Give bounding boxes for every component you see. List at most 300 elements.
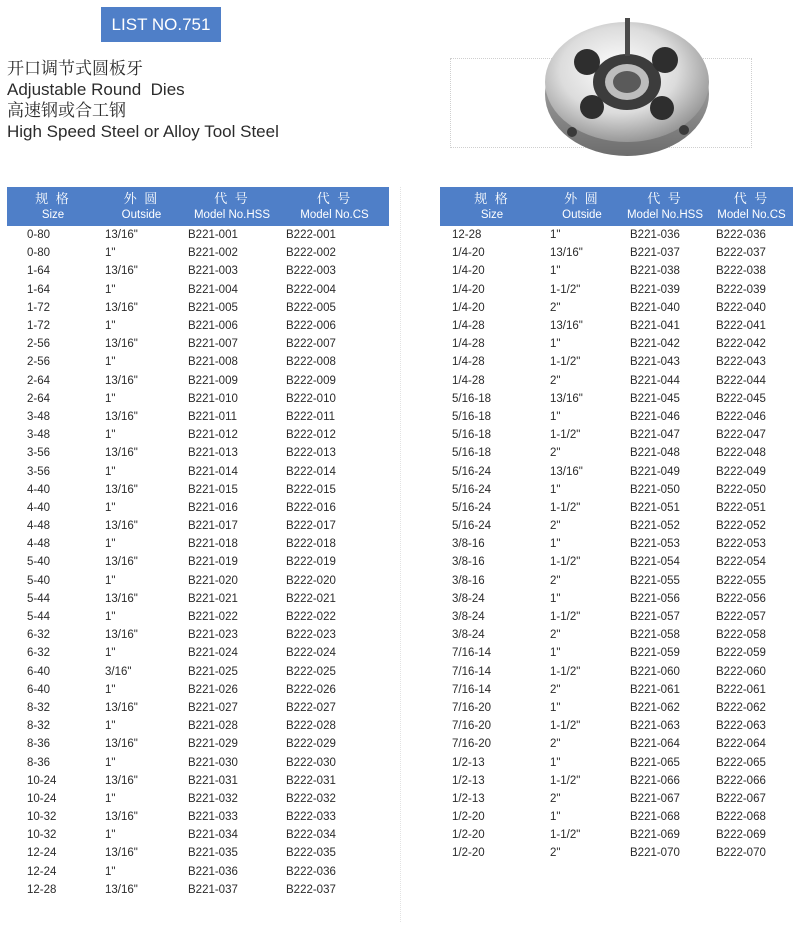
cell-model-cs: B222-060	[716, 665, 766, 678]
cell-model-hss: B221-031	[188, 774, 238, 787]
cell-model-hss: B221-061	[630, 683, 680, 696]
cell-model-hss: B221-033	[188, 811, 238, 824]
table-row	[440, 844, 793, 862]
cell-size: 1/2-20	[452, 811, 485, 824]
dies-table-right	[440, 187, 793, 863]
cell-outside: 1"	[105, 356, 116, 369]
cell-outside: 13/16"	[105, 847, 138, 860]
cell-size: 5-44	[27, 592, 51, 605]
cell-model-hss: B221-026	[188, 683, 238, 696]
table-row	[440, 408, 793, 426]
cell-model-cs: B222-035	[286, 847, 336, 860]
cell-model-cs: B222-069	[716, 829, 766, 842]
header-outside: 外 圆 Outside	[99, 187, 184, 226]
dies-table-left	[7, 187, 389, 899]
table-row	[7, 444, 389, 462]
table-row	[7, 390, 389, 408]
cell-model-cs: B222-067	[716, 792, 766, 805]
cell-outside: 2"	[550, 447, 561, 460]
cell-size: 6-32	[27, 647, 51, 660]
table-row	[440, 299, 793, 317]
cell-model-cs: B222-057	[716, 611, 766, 624]
cell-model-hss: B221-009	[188, 374, 238, 387]
cell-model-hss: B221-067	[630, 792, 680, 805]
cell-model-cs: B222-020	[286, 574, 336, 587]
cell-model-cs: B222-031	[286, 774, 336, 787]
cell-model-hss: B221-021	[188, 592, 238, 605]
cell-model-cs: B222-056	[716, 592, 766, 605]
cell-size: 3/8-16	[452, 556, 485, 569]
cell-model-cs: B222-012	[286, 429, 336, 442]
cell-outside: 13/16"	[105, 701, 138, 714]
cell-model-cs: B222-053	[716, 538, 766, 551]
cell-outside: 1-1/2"	[550, 665, 581, 678]
cell-outside: 1"	[105, 465, 116, 478]
material-english: High Speed Steel or Alloy Tool Steel	[7, 122, 279, 141]
cell-outside: 2"	[550, 792, 561, 805]
cell-model-hss: B221-035	[188, 847, 238, 860]
cell-outside: 13/16"	[105, 556, 138, 569]
cell-outside: 13/16"	[550, 392, 583, 405]
cell-size: 0-80	[27, 229, 51, 242]
cell-outside: 1"	[105, 865, 116, 878]
cell-outside: 1-1/2"	[550, 501, 581, 514]
cell-size: 10-24	[27, 792, 57, 805]
cell-size: 5/16-18	[452, 429, 492, 442]
cell-model-cs: B222-022	[286, 611, 336, 624]
cell-model-hss: B221-038	[630, 265, 680, 278]
cell-model-cs: B222-036	[716, 229, 766, 242]
cell-size: 1-72	[27, 301, 51, 314]
table-row	[440, 699, 793, 717]
cell-size: 6-40	[27, 665, 51, 678]
cell-outside: 1"	[105, 647, 116, 660]
cell-size: 12-28	[27, 883, 57, 896]
cell-model-cs: B222-062	[716, 701, 766, 714]
cell-model-hss: B221-018	[188, 538, 238, 551]
cell-size: 5/16-24	[452, 483, 492, 496]
cell-model-hss: B221-040	[630, 301, 680, 314]
cell-size: 8-32	[27, 720, 51, 733]
table-row	[7, 844, 389, 862]
cell-outside: 1-1/2"	[550, 720, 581, 733]
cell-model-hss: B221-025	[188, 665, 238, 678]
cell-model-cs: B222-041	[716, 320, 766, 333]
cell-size: 8-32	[27, 701, 51, 714]
cell-outside: 1-1/2"	[550, 283, 581, 296]
table-header-row	[7, 187, 389, 226]
cell-size: 3/8-24	[452, 629, 485, 642]
table-row	[7, 226, 389, 244]
cell-model-cs: B222-042	[716, 338, 766, 351]
cell-outside: 1"	[105, 247, 116, 260]
table-row	[7, 262, 389, 280]
cell-model-hss: B221-056	[630, 592, 680, 605]
header-model-cs: 代 号 Model No.CS	[280, 187, 389, 226]
cell-outside: 13/16"	[550, 247, 583, 260]
table-row	[440, 262, 793, 280]
cell-model-cs: B222-021	[286, 592, 336, 605]
cell-model-hss: B221-043	[630, 356, 680, 369]
cell-outside: 1"	[550, 483, 561, 496]
cell-size: 1/2-20	[452, 847, 485, 860]
cell-model-cs: B222-047	[716, 429, 766, 442]
table-row	[7, 681, 389, 699]
table-row	[7, 699, 389, 717]
table-row	[7, 299, 389, 317]
cell-outside: 1"	[550, 229, 561, 242]
cell-model-cs: B222-005	[286, 301, 336, 314]
cell-size: 1/2-20	[452, 829, 485, 842]
table-header-row	[440, 187, 793, 226]
cell-size: 7/16-14	[452, 647, 492, 660]
table-row	[7, 590, 389, 608]
cell-model-hss: B221-029	[188, 738, 238, 751]
cell-model-hss: B221-060	[630, 665, 680, 678]
cell-size: 3-48	[27, 429, 51, 442]
cell-model-cs: B222-030	[286, 756, 336, 769]
cell-outside: 2"	[550, 683, 561, 696]
cell-model-hss: B221-022	[188, 611, 238, 624]
table-row	[7, 317, 389, 335]
product-titles	[7, 58, 279, 142]
cell-outside: 2"	[550, 374, 561, 387]
cell-size: 1-64	[27, 283, 51, 296]
cell-model-hss: B221-047	[630, 429, 680, 442]
table-row	[440, 608, 793, 626]
cell-size: 1/4-28	[452, 374, 485, 387]
table-row	[440, 626, 793, 644]
cell-model-cs: B222-037	[286, 883, 336, 896]
header-size: 规 格 Size	[7, 187, 99, 226]
cell-outside: 1"	[550, 592, 561, 605]
cell-model-cs: B222-023	[286, 629, 336, 642]
table-row	[440, 481, 793, 499]
cell-model-hss: B221-064	[630, 738, 680, 751]
cell-outside: 1"	[550, 338, 561, 351]
cell-model-cs: B222-010	[286, 392, 336, 405]
cell-size: 12-28	[452, 229, 482, 242]
title-chinese: 开口调节式圆板牙	[7, 59, 143, 78]
table-row	[7, 553, 389, 571]
material-chinese: 高速钢或合工钢	[7, 101, 126, 120]
cell-model-cs: B222-064	[716, 738, 766, 751]
cell-model-hss: B221-001	[188, 229, 238, 242]
cell-model-hss: B221-037	[188, 883, 238, 896]
cell-size: 5/16-24	[452, 465, 492, 478]
cell-outside: 2"	[550, 520, 561, 533]
cell-outside: 1"	[105, 829, 116, 842]
cell-size: 1-72	[27, 320, 51, 333]
cell-model-cs: B222-052	[716, 520, 766, 533]
cell-model-hss: B221-055	[630, 574, 680, 587]
cell-size: 4-48	[27, 538, 51, 551]
table-row	[7, 644, 389, 662]
cell-outside: 1-1/2"	[550, 429, 581, 442]
cell-model-hss: B221-016	[188, 501, 238, 514]
cell-size: 3/8-24	[452, 592, 485, 605]
table-row	[440, 499, 793, 517]
table-row	[7, 626, 389, 644]
cell-model-cs: B222-007	[286, 338, 336, 351]
cell-size: 3-56	[27, 447, 51, 460]
table-row	[440, 335, 793, 353]
cell-size: 5/16-18	[452, 447, 492, 460]
table-row	[7, 572, 389, 590]
cell-model-cs: B222-032	[286, 792, 336, 805]
cell-model-cs: B222-043	[716, 356, 766, 369]
cell-model-hss: B221-063	[630, 720, 680, 733]
cell-size: 2-56	[27, 356, 51, 369]
cell-size: 1/2-13	[452, 774, 485, 787]
cell-size: 2-56	[27, 338, 51, 351]
cell-model-cs: B222-029	[286, 738, 336, 751]
table-row	[7, 608, 389, 626]
cell-model-cs: B222-059	[716, 647, 766, 660]
cell-model-cs: B222-040	[716, 301, 766, 314]
table-row	[7, 462, 389, 480]
cell-outside: 1"	[105, 756, 116, 769]
cell-size: 1/4-28	[452, 338, 485, 351]
cell-outside: 13/16"	[105, 738, 138, 751]
cell-model-cs: B222-039	[716, 283, 766, 296]
title-english: Adjustable Round Dies	[7, 80, 185, 99]
table-row	[440, 317, 793, 335]
cell-size: 2-64	[27, 374, 51, 387]
cell-outside: 1"	[550, 265, 561, 278]
table-row	[7, 517, 389, 535]
cell-model-cs: B222-013	[286, 447, 336, 460]
cell-model-hss: B221-014	[188, 465, 238, 478]
header-model-hss: 代 号 Model No.HSS	[620, 187, 710, 226]
cell-size: 1/4-20	[452, 301, 485, 314]
cell-size: 8-36	[27, 756, 51, 769]
cell-model-hss: B221-049	[630, 465, 680, 478]
table-row	[440, 553, 793, 571]
cell-size: 7/16-20	[452, 738, 492, 751]
cell-model-cs: B222-027	[286, 701, 336, 714]
cell-outside: 1"	[105, 320, 116, 333]
cell-size: 8-36	[27, 738, 51, 751]
cell-model-hss: B221-048	[630, 447, 680, 460]
table-row	[440, 462, 793, 480]
cell-model-hss: B221-002	[188, 247, 238, 260]
cell-model-hss: B221-024	[188, 647, 238, 660]
cell-outside: 13/16"	[105, 811, 138, 824]
cell-size: 10-24	[27, 774, 57, 787]
cell-model-cs: B222-058	[716, 629, 766, 642]
cell-model-cs: B222-038	[716, 265, 766, 278]
cell-outside: 1"	[105, 429, 116, 442]
table-row	[7, 863, 389, 881]
cell-outside: 1"	[550, 410, 561, 423]
cell-size: 4-40	[27, 483, 51, 496]
table-row	[7, 372, 389, 390]
cell-outside: 1"	[105, 574, 116, 587]
cell-model-hss: B221-032	[188, 792, 238, 805]
list-number-badge: LIST NO.751	[101, 7, 221, 42]
cell-model-cs: B222-061	[716, 683, 766, 696]
table-row	[7, 335, 389, 353]
cell-size: 5-40	[27, 574, 51, 587]
table-row	[440, 717, 793, 735]
cell-model-hss: B221-045	[630, 392, 680, 405]
table-row	[440, 790, 793, 808]
cell-model-hss: B221-046	[630, 410, 680, 423]
table-row	[440, 281, 793, 299]
cell-size: 5/16-24	[452, 520, 492, 533]
cell-model-cs: B222-018	[286, 538, 336, 551]
cell-model-cs: B222-045	[716, 392, 766, 405]
cell-model-cs: B222-015	[286, 483, 336, 496]
cell-size: 3-48	[27, 410, 51, 423]
cell-model-cs: B222-024	[286, 647, 336, 660]
cell-model-hss: B221-020	[188, 574, 238, 587]
cell-size: 3-56	[27, 465, 51, 478]
table-row	[440, 772, 793, 790]
cell-model-cs: B222-070	[716, 847, 766, 860]
cell-outside: 1-1/2"	[550, 774, 581, 787]
cell-model-hss: B221-017	[188, 520, 238, 533]
table-row	[7, 499, 389, 517]
cell-model-cs: B222-004	[286, 283, 336, 296]
cell-model-cs: B222-028	[286, 720, 336, 733]
column-divider	[400, 187, 401, 922]
header-outside: 外 圆 Outside	[544, 187, 620, 226]
cell-model-cs: B222-068	[716, 811, 766, 824]
table-row	[440, 444, 793, 462]
table-row	[7, 772, 389, 790]
table-row	[7, 281, 389, 299]
cell-model-hss: B221-028	[188, 720, 238, 733]
table-row	[440, 735, 793, 753]
cell-outside: 13/16"	[105, 774, 138, 787]
cell-model-hss: B221-042	[630, 338, 680, 351]
cell-model-hss: B221-005	[188, 301, 238, 314]
cell-model-cs: B222-016	[286, 501, 336, 514]
cell-outside: 1"	[105, 683, 116, 696]
cell-size: 1-64	[27, 265, 51, 278]
cell-size: 4-40	[27, 501, 51, 514]
cell-size: 12-24	[27, 865, 57, 878]
cell-model-cs: B222-026	[286, 683, 336, 696]
cell-size: 2-64	[27, 392, 51, 405]
cell-model-hss: B221-004	[188, 283, 238, 296]
table-row	[7, 353, 389, 371]
cell-model-hss: B221-030	[188, 756, 238, 769]
cell-model-hss: B221-006	[188, 320, 238, 333]
cell-model-hss: B221-051	[630, 501, 680, 514]
table-row	[440, 590, 793, 608]
cell-model-hss: B221-054	[630, 556, 680, 569]
cell-outside: 1"	[550, 701, 561, 714]
cell-outside: 13/16"	[105, 483, 138, 496]
cell-model-hss: B221-023	[188, 629, 238, 642]
cell-model-hss: B221-070	[630, 847, 680, 860]
table-row	[7, 808, 389, 826]
cell-model-hss: B221-034	[188, 829, 238, 842]
cell-size: 3/8-16	[452, 538, 485, 551]
cell-outside: 13/16"	[105, 447, 138, 460]
table-row	[7, 717, 389, 735]
cell-size: 7/16-14	[452, 665, 492, 678]
cell-outside: 13/16"	[105, 229, 138, 242]
cell-model-hss: B221-037	[630, 247, 680, 260]
cell-model-cs: B222-001	[286, 229, 336, 242]
cell-outside: 1"	[105, 283, 116, 296]
table-row	[440, 535, 793, 553]
cell-model-hss: B221-069	[630, 829, 680, 842]
table-row	[7, 535, 389, 553]
cell-outside: 1-1/2"	[550, 611, 581, 624]
cell-model-cs: B222-017	[286, 520, 336, 533]
cell-outside: 2"	[550, 738, 561, 751]
cell-model-cs: B222-009	[286, 374, 336, 387]
cell-model-hss: B221-057	[630, 611, 680, 624]
table-row	[440, 681, 793, 699]
cell-model-hss: B221-003	[188, 265, 238, 278]
header-size: 规 格 Size	[440, 187, 544, 226]
cell-outside: 13/16"	[105, 265, 138, 278]
cell-model-cs: B222-066	[716, 774, 766, 787]
cell-model-cs: B222-008	[286, 356, 336, 369]
table-row	[7, 481, 389, 499]
table-row	[440, 353, 793, 371]
cell-size: 5/16-18	[452, 392, 492, 405]
table-row	[440, 753, 793, 771]
cell-model-hss: B221-065	[630, 756, 680, 769]
cell-model-hss: B221-013	[188, 447, 238, 460]
cell-outside: 1"	[105, 501, 116, 514]
table-row	[7, 826, 389, 844]
cell-outside: 13/16"	[105, 301, 138, 314]
cell-outside: 2"	[550, 301, 561, 314]
cell-model-cs: B222-019	[286, 556, 336, 569]
table-row	[7, 426, 389, 444]
cell-size: 10-32	[27, 829, 57, 842]
cell-size: 7/16-14	[452, 683, 492, 696]
table-row	[440, 663, 793, 681]
cell-outside: 13/16"	[105, 629, 138, 642]
cell-model-hss: B221-012	[188, 429, 238, 442]
cell-model-hss: B221-058	[630, 629, 680, 642]
header-model-cs: 代 号 Model No.CS	[710, 187, 793, 226]
cell-model-hss: B221-015	[188, 483, 238, 496]
table-row	[440, 244, 793, 262]
cell-model-cs: B222-049	[716, 465, 766, 478]
table-row	[7, 735, 389, 753]
cell-model-hss: B221-062	[630, 701, 680, 714]
cell-size: 1/4-20	[452, 247, 485, 260]
cell-size: 0-80	[27, 247, 51, 260]
cell-outside: 2"	[550, 629, 561, 642]
round-die-photo	[532, 12, 722, 162]
cell-size: 6-32	[27, 629, 51, 642]
cell-model-hss: B221-044	[630, 374, 680, 387]
table-row	[440, 808, 793, 826]
cell-model-hss: B221-059	[630, 647, 680, 660]
table-row	[7, 663, 389, 681]
cell-model-hss: B221-007	[188, 338, 238, 351]
cell-size: 7/16-20	[452, 720, 492, 733]
table-row	[7, 408, 389, 426]
cell-model-cs: B222-050	[716, 483, 766, 496]
cell-model-cs: B222-055	[716, 574, 766, 587]
cell-size: 1/4-28	[452, 356, 485, 369]
cell-model-cs: B222-011	[286, 410, 336, 423]
table-row	[440, 390, 793, 408]
cell-outside: 1"	[550, 756, 561, 769]
